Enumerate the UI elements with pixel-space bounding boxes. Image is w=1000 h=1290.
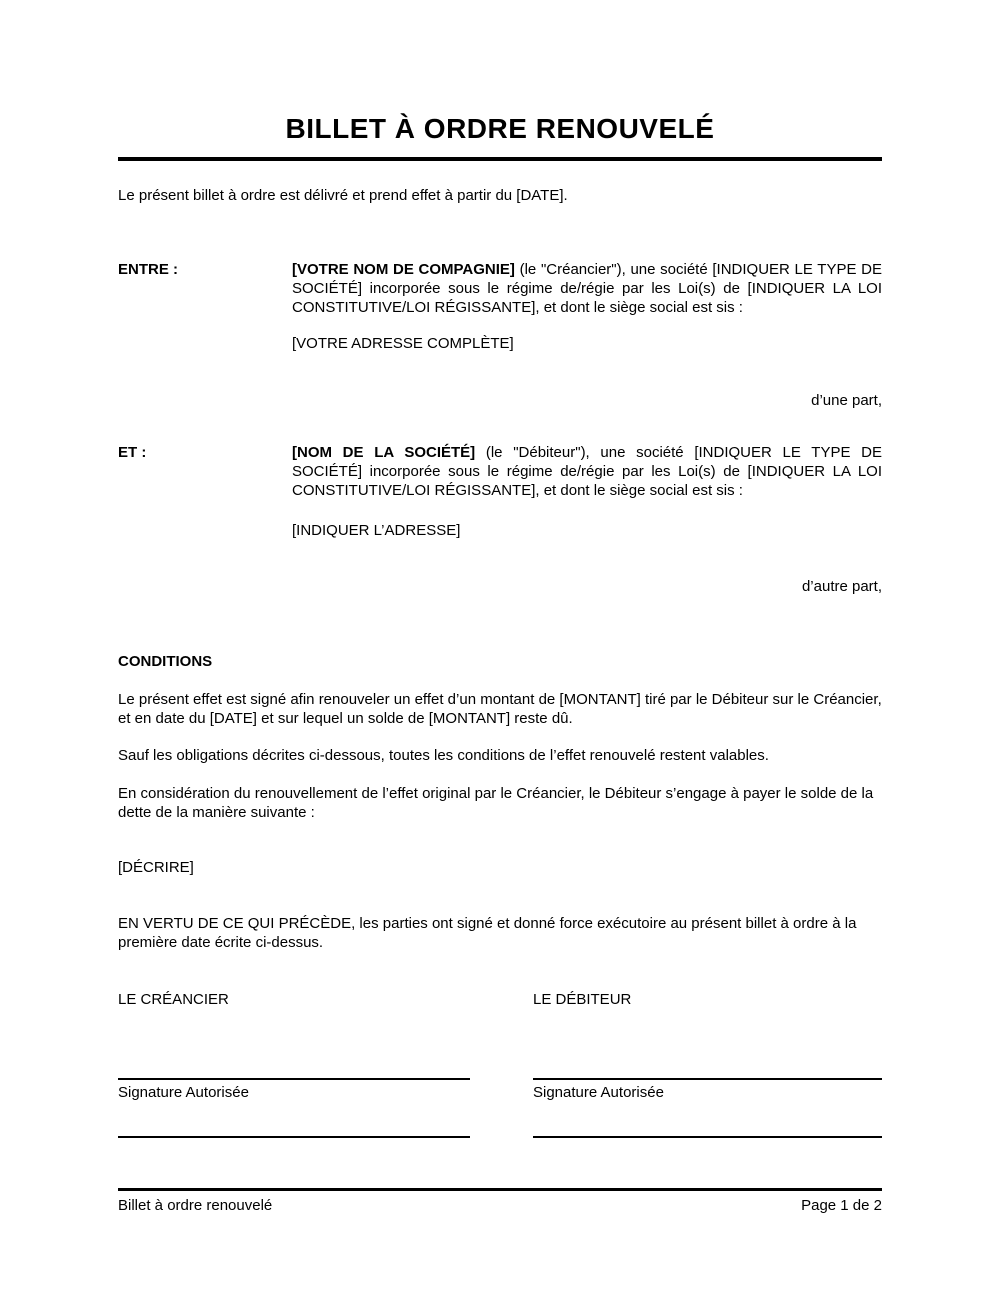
conditions-paragraph: Sauf les obligations décrites ci-dessous, toutes les conditions de l’effet renouvelé restent valables. <box>118 747 769 764</box>
page-title: BILLET À ORDRE RENOUVELÉ <box>285 113 715 144</box>
part-line-autre-part: d’autre part, <box>801 578 882 595</box>
footer-page-number: Page 1 de 2 <box>801 1197 882 1214</box>
title-divider <box>118 157 882 161</box>
signature-label: Signature Autorisée <box>118 1084 249 1101</box>
party-block-creancier <box>118 260 882 317</box>
party-description-creancier <box>292 260 882 317</box>
party-name-placeholder: [NOM DE LA SOCIÉTÉ] <box>292 444 476 461</box>
conditions-paragraph: En considération du renouvellement de l’effet original par le Créancier, le Débiteur s’engage à payer le solde de la dette de la manière suivante : <box>118 785 874 821</box>
describe-placeholder: [DÉCRIRE] <box>118 859 194 876</box>
signature-line <box>118 1078 470 1080</box>
party-label-entre: ENTRE : <box>118 261 178 278</box>
intro-paragraph: Le présent billet à ordre est délivré et prend effet à partir du [DATE]. <box>118 187 568 204</box>
signature-line <box>118 1136 470 1138</box>
signature-block-creancier <box>118 1078 470 1138</box>
party-name-placeholder: [VOTRE NOM DE COMPAGNIE] <box>292 261 515 278</box>
signature-block-debiteur <box>533 1078 882 1138</box>
party-description-text: (le "Créancier"), une société [INDIQUER LE TYPE DE SOCIÉTÉ] incorporée sous le régime de/régie par les Loi(s) de [INDIQUER LA LOI CONSTITUTIVE/LOI RÉGISSANTE], et dont le siège social est sis : <box>292 261 882 316</box>
signature-line <box>533 1078 882 1080</box>
signature-label: Signature Autorisée <box>533 1084 664 1101</box>
signature-blocks-row <box>118 1078 882 1138</box>
signature-party-creancier: LE CRÉANCIER <box>118 991 229 1008</box>
party-address-debiteur: [INDIQUER L’ADRESSE] <box>292 522 461 539</box>
closing-paragraph: EN VERTU DE CE QUI PRÉCÈDE, les parties ont signé et donné force exécutoire au présent billet à ordre à la première date écrite ci-dessus. <box>118 915 857 951</box>
party-block-debiteur <box>118 443 882 500</box>
footer-divider <box>118 1188 882 1191</box>
part-line-une-part: d’une part, <box>811 392 882 409</box>
conditions-heading: CONDITIONS <box>118 653 213 670</box>
footer-document-name: Billet à ordre renouvelé <box>118 1197 273 1214</box>
signature-line <box>533 1136 882 1138</box>
party-address-creancier: [VOTRE ADRESSE COMPLÈTE] <box>292 335 514 352</box>
footer <box>118 1196 882 1215</box>
party-description-debiteur <box>292 443 882 500</box>
party-description-text: (le "Débiteur"), une société [INDIQUER LE TYPE DE SOCIÉTÉ] incorporée sous le régime de/régie par les Loi(s) de [INDIQUER LA LOI CONSTITUTIVE/LOI RÉGISSANTE], et dont le siège social est sis : <box>292 444 882 499</box>
signature-party-debiteur: LE DÉBITEUR <box>533 991 632 1008</box>
conditions-paragraph: Le présent effet est signé afin renouveler un effet d’un montant de [MONTANT] tiré par le Débiteur sur le Créancier, et en date du [DATE] et sur lequel un solde de [MONTANT] reste dû. <box>118 691 882 727</box>
party-label-et: ET : <box>118 444 147 461</box>
signature-party-row <box>118 990 882 1009</box>
